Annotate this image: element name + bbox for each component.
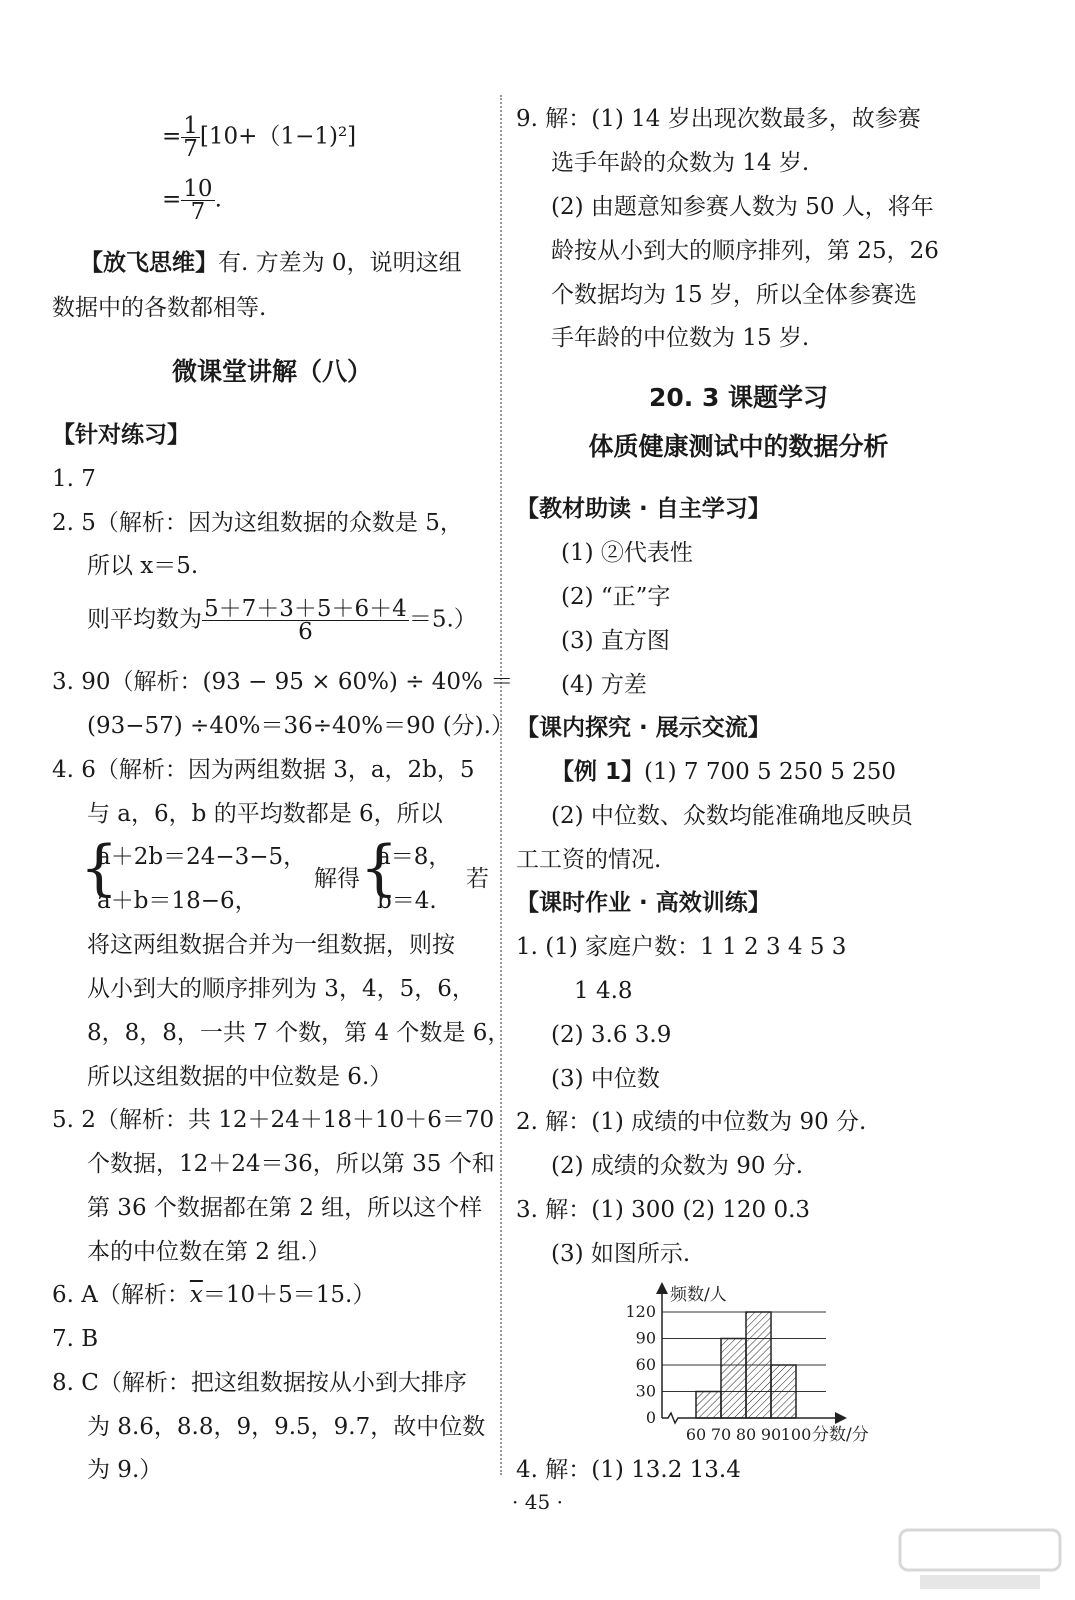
answer-6-pre: 6. A（解析： <box>52 1282 190 1308</box>
heading-section: 20. 3 课题学习 <box>648 383 829 412</box>
answer-1: 1. 7 <box>52 466 96 492</box>
answer-9-line-4: 龄按从小到大的顺序排列，第 25，26 <box>551 238 939 264</box>
answer-2-line-3 <box>87 598 477 643</box>
hw-1-line-2: 1 4.8 <box>574 978 633 1004</box>
answer-8-line-2: 为 8.6，8.8，9，9.5，9.7，故中位数 <box>87 1414 486 1440</box>
answer-4-line-2: 与 a，6，b 的平均数都是 6，所以 <box>87 801 443 827</box>
system-2-eq-b: b＝4. <box>377 888 437 914</box>
answer-4-line-5: 将这两组数据合并为一组数据，则按 <box>87 932 455 958</box>
y-tick-label: 120 <box>625 1302 656 1321</box>
jiede-label: 解得 <box>314 866 360 892</box>
answer-4-line-6: 从小到大的顺序排列为 3，4，5，6， <box>87 976 475 1002</box>
fangfei-label: 【放飞思维】 <box>80 250 218 276</box>
eq-sign: = <box>162 186 182 213</box>
example-1-text: (1) 7 700 5 250 5 250 <box>644 759 897 785</box>
answer-2-line-1: 2. 5（解析：因为这组数据的众数是 5， <box>52 510 463 536</box>
x-tick-label: 70 <box>710 1425 732 1444</box>
answer-2-line-2: 所以 x＝5. <box>87 553 199 579</box>
answer-4-line-1: 4. 6（解析：因为两组数据 3，a，2b，5 <box>52 757 475 783</box>
example-1-line-3: 工工资的情况. <box>516 847 662 873</box>
fraction-num: 5＋7＋3＋5＋6＋4 <box>204 596 407 622</box>
example-1-line-2: (2) 中位数、众数均能准确地反映员 <box>551 803 913 829</box>
fraction-den: 7 <box>183 136 198 162</box>
answer-9-line-1: 9. 解：(1) 14 岁出现次数最多，故参赛 <box>516 106 921 132</box>
left-brace: { <box>80 833 119 903</box>
fraction <box>202 598 409 643</box>
jiaocai-item-3: (3) 直方图 <box>561 628 670 654</box>
x-tick-label: 100 <box>780 1425 812 1444</box>
jiaocai-item-2: (2) “正”字 <box>561 584 671 610</box>
hw-4-line-1: 4. 解：(1) 13.2 13.4 <box>516 1457 741 1483</box>
example-1-label: 【例 1】 <box>551 759 645 785</box>
answer-5-line-3: 第 36 个数据都在第 2 组，所以这个样 <box>87 1195 483 1221</box>
answer-6-post: ＝10＋5＝15.） <box>202 1282 376 1308</box>
y-tick-label: 60 <box>635 1355 656 1374</box>
section-label-kenei: 【课内探究 · 展示交流】 <box>516 715 771 741</box>
watermark-logo <box>895 1525 1065 1595</box>
hw-1-line-4: (3) 中位数 <box>551 1066 660 1092</box>
system-2-eq-a: a＝8， <box>377 844 452 870</box>
fraction-den: 7 <box>190 199 206 225</box>
hw-1-line-3: (2) 3.6 3.9 <box>551 1022 672 1048</box>
histogram-bar <box>746 1312 771 1418</box>
fraction-den: 6 <box>298 619 313 645</box>
x-axis-label: 分数/分 <box>812 1425 869 1445</box>
left-brace: { <box>360 833 399 903</box>
avg-result: ＝5.） <box>408 606 477 633</box>
answer-9-line-2: 选手年龄的众数为 14 岁. <box>551 150 810 176</box>
section-label-jiaocai: 【教材助读 · 自主学习】 <box>516 496 771 522</box>
histogram-bar <box>696 1392 721 1419</box>
answer-3-line-2: (93−57) ÷40%＝36÷40%＝90 (分).） <box>87 713 514 739</box>
eq-suffix: . <box>214 186 222 213</box>
answer-9-line-6: 手年龄的中位数为 15 岁. <box>551 325 810 351</box>
section-label-keshi: 【课时作业 · 高效训练】 <box>516 890 771 916</box>
answer-3-line-1: 3. 90（解析：(93 − 95 × 60%) ÷ 40% ＝ <box>52 669 514 695</box>
x-tick-label: 60 <box>685 1425 707 1444</box>
jiaocai-item-4: (4) 方差 <box>561 672 647 698</box>
section-label-zhendui: 【针对练习】 <box>52 422 190 448</box>
y-tick-label: 30 <box>635 1381 656 1401</box>
answer-8-line-1: 8. C（解析：把这组数据按从小到大排序 <box>52 1370 467 1396</box>
answer-9-line-3: (2) 由题意知参赛人数为 50 人，将年 <box>551 194 934 220</box>
fraction-num: 10 <box>183 176 213 202</box>
hw-3-line-2: (3) 如图所示. <box>551 1241 691 1267</box>
hw-3-line-1: 3. 解：(1) 300 (2) 120 0.3 <box>516 1197 811 1223</box>
hw-2-line-2: (2) 成绩的众数为 90 分. <box>551 1153 804 1179</box>
ruo-label: 若 <box>466 866 489 892</box>
avg-label: 则平均数为 <box>87 606 202 633</box>
fraction <box>181 178 214 223</box>
answer-9-line-5: 个数据均为 15 岁，所以全体参赛选 <box>551 282 917 308</box>
histogram-bar <box>721 1339 746 1419</box>
x-bar: $\overline{x}$ <box>189 1282 203 1308</box>
histogram-bar <box>771 1365 796 1418</box>
answer-5-line-4: 本的中位数在第 2 组.） <box>87 1239 331 1265</box>
eq-sign: = <box>162 123 182 150</box>
heading-weiketang: 微课堂讲解（八） <box>171 357 372 386</box>
y-tick-label: 90 <box>635 1328 656 1348</box>
page-number: · 45 · <box>512 1490 563 1514</box>
histogram-chart <box>610 1280 910 1450</box>
column-divider <box>500 95 502 1475</box>
system-1-eq-a: a＋2b＝24−3−5， <box>97 844 307 870</box>
answer-7: 7. B <box>52 1326 99 1352</box>
answer-4-line-7: 8，8，8，一共 7 个数，第 4 个数是 6， <box>87 1020 511 1046</box>
jiaocai-item-1: (1) ②代表性 <box>561 540 693 566</box>
y-axis-label: 频数/人 <box>670 1285 727 1305</box>
fangfei-text: 有. 方差为 0，说明这组 <box>218 250 462 276</box>
hw-2-line-1: 2. 解：(1) 成绩的中位数为 90 分. <box>516 1109 867 1135</box>
fangfei-line-2: 数据中的各数都相等. <box>52 295 267 321</box>
answer-5-line-2: 个数据，12＋24＝36，所以第 35 个和 <box>87 1151 495 1177</box>
example-1-line-1 <box>551 757 896 787</box>
system-1-eq-b: a＋b＝18−6， <box>97 888 258 914</box>
y-tick-label: 0 <box>645 1408 656 1427</box>
eq-body: [10+（1−1)²] <box>199 123 357 150</box>
hw-1-line-1: 1. (1) 家庭户数：1 1 2 3 4 5 3 <box>516 934 847 960</box>
fangfei-line-1 <box>80 248 462 278</box>
heading-subtitle: 体质健康测试中的数据分析 <box>588 432 889 461</box>
x-tick-label: 90 <box>760 1425 782 1444</box>
x-tick-label: 80 <box>735 1425 757 1444</box>
answer-6 <box>52 1280 375 1310</box>
equation-line-2 <box>162 178 222 223</box>
equation-line-1 <box>162 115 356 160</box>
fraction-num: 1 <box>183 113 198 139</box>
answer-5-line-1: 5. 2（解析：共 12＋24＋18＋10＋6＝70 <box>52 1107 495 1133</box>
fraction <box>181 115 200 160</box>
answer-8-line-3: 为 9.） <box>87 1457 163 1483</box>
answer-4-line-8: 所以这组数据的中位数是 6.） <box>87 1064 393 1090</box>
